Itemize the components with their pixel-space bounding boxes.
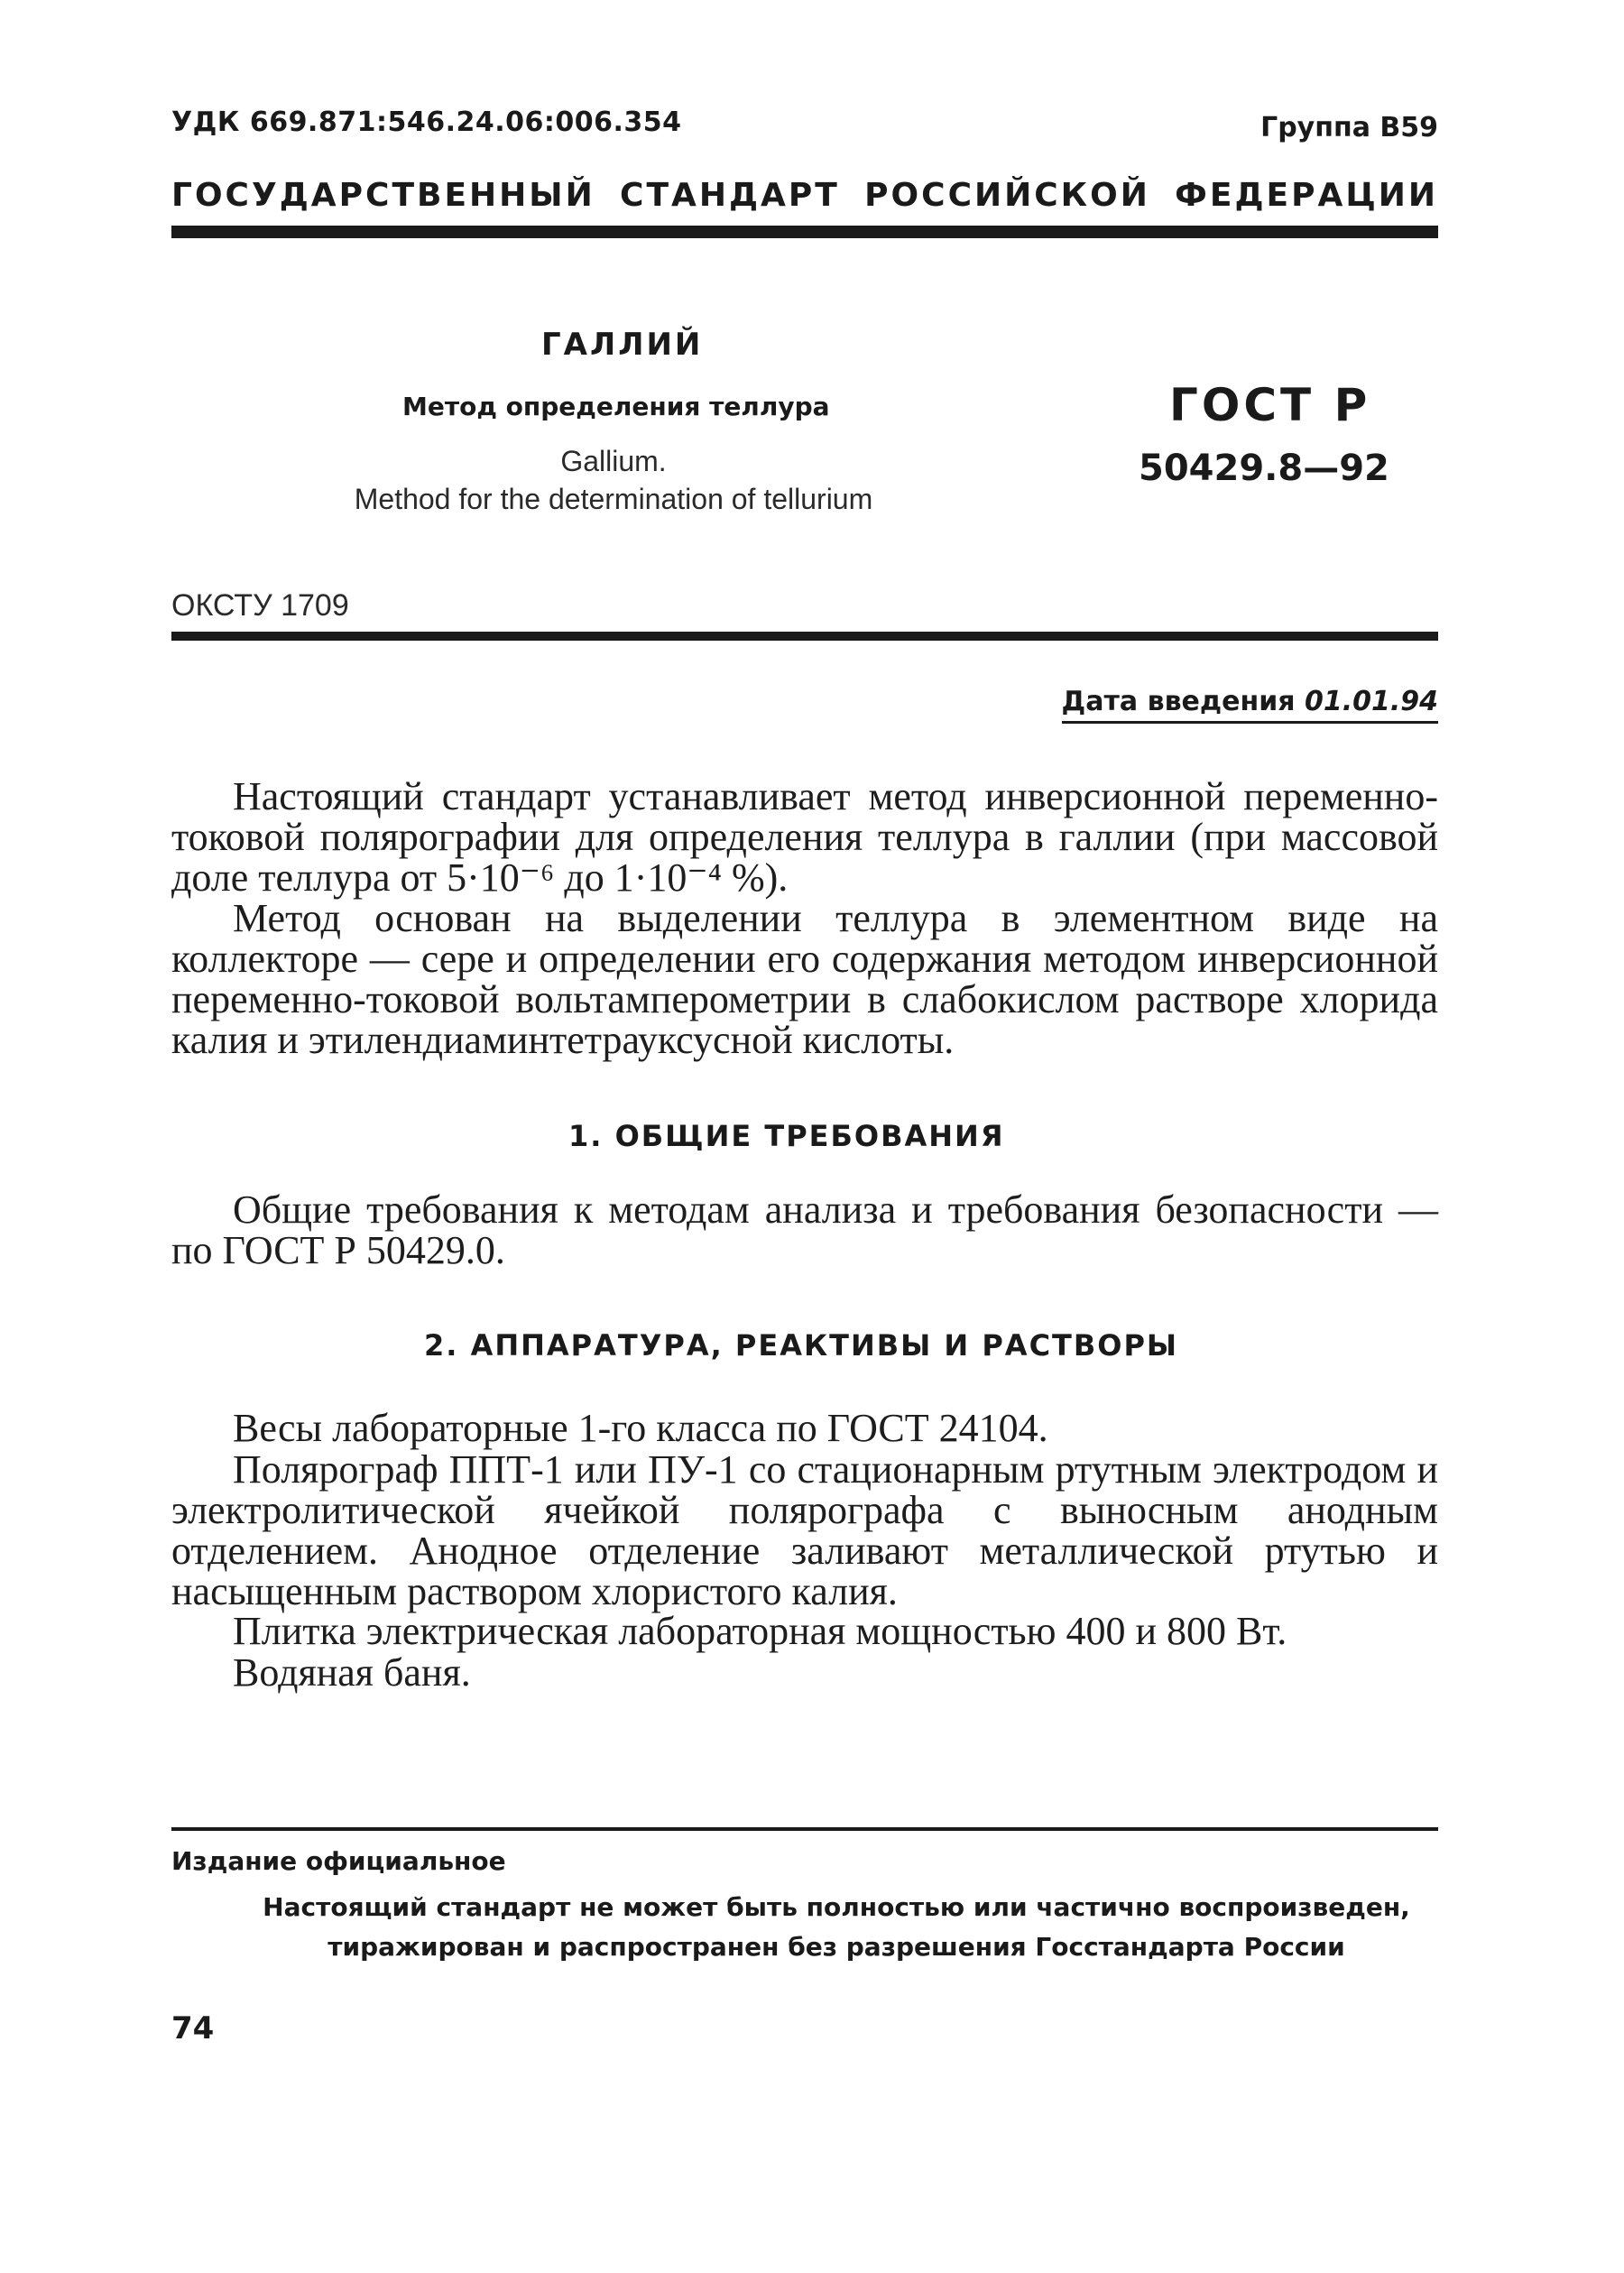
state-standard-heading: ГОСУДАРСТВЕННЫЙ СТАНДАРТ РОССИЙСКОЙ ФЕДЕРАЦИИ [171,177,1438,214]
page-number: 74 [171,2010,215,2047]
document-subtitle: Метод определения теллура [402,392,830,421]
introduction-date [1062,686,1438,724]
section-2-paragraph-1: Весы лабораторные 1-го класса по ГОСТ 24104. [233,1406,1048,1450]
document-title: ГАЛЛИЙ [541,327,704,363]
official-edition-label: Издание официальное [171,1846,506,1876]
gost-label: ГОСТ Р [1169,379,1371,431]
english-title-line1: Gallium. [560,445,667,477]
section-2-paragraph-2: Полярограф ППТ-1 или ПУ-1 со стационарным ртутным электродом и электролитической ячейкой полярографа с выносным анодным отделением. Анодное отделение заливают металлической ртутью и насыщенным раствором хлористого калия. [171,1447,1438,1613]
intro-paragraph-1: Настоящий стандарт устанавливает метод инверсионной переменно-токовой полярографии для определения теллура в галлии (при массовой доле теллура от 5·10⁻⁶ до 1·10⁻⁴ %). [171,774,1438,900]
group-code: Группа В59 [1260,112,1438,143]
section-1-heading: 1. ОБЩИЕ ТРЕБОВАНИЯ [568,1119,1005,1153]
okstu-rule [171,632,1438,641]
section-1-text: Общие требования к методам анализа и требования безопасности — по ГОСТ Р 50429.0. [171,1187,1438,1272]
section-2-heading: 2. АППАРАТУРА, РЕАКТИВЫ И РАСТВОРЫ [424,1328,1179,1363]
date-label: Дата введения [1061,686,1296,717]
okstu-code: ОКСТУ 1709 [171,588,349,623]
intro-paragraph-2: Метод основан на выделении теллура в элементном виде на коллекторе — сере и определении его содержания методом инверсионной переменно-токовой вольтамперометрии в слабокислом растворе хлорида калия и этилендиаминтетрауксусной кислоты. [171,896,1438,1062]
section-2-paragraph-4: Водяная баня. [233,1650,471,1695]
english-title-line2: Method for the determination of tellurium [354,483,873,515]
date-value: 01.01.94 [1304,686,1438,717]
header-rule [171,226,1438,238]
udc-code: УДК 669.871:546.24.06:006.354 [171,106,682,138]
section-2-paragraph-3: Плитка электрическая лабораторная мощностью 400 и 800 Вт. [233,1609,1287,1653]
copyright-notice: Настоящий стандарт не может быть полностью или частично воспроизведен, тиражирован и распространен без разрешения Госстандарта России [263,1892,1410,1962]
footer-rule [171,1827,1438,1831]
gost-number: 50429.8—92 [1139,448,1389,489]
english-title [298,442,929,518]
